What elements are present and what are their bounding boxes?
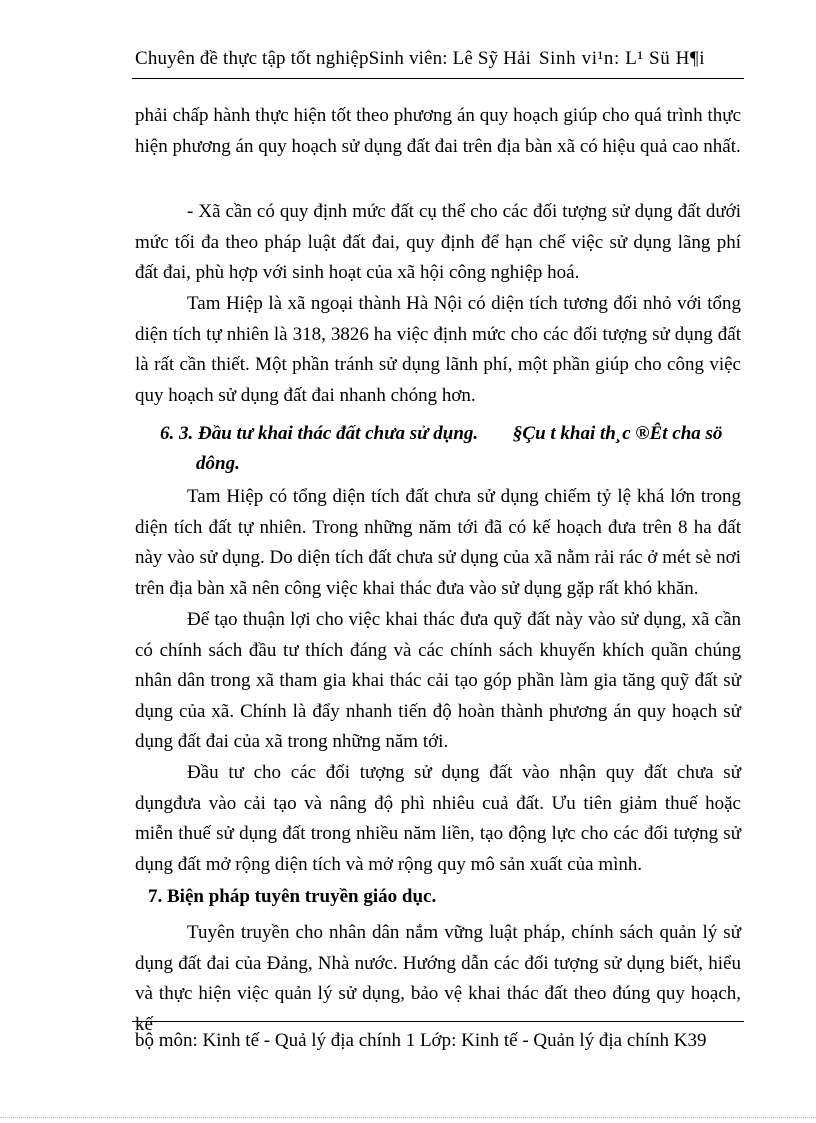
paragraph: Đầu tư cho các đối tượng sử dụng đất vào nhận quy đất chưa sử dụngđưa vào cải tạo và nâng độ phì nhiêu cuả đất. Ưu tiên giảm thuế hoặc miễn thuế sử dụng đất trong nhiều năm liền, tạo động lực cho các đối tượng sử dụng đất mở rộng diện tích và mở rộng quy mô sản xuất của mình. — [135, 762, 741, 875]
page-footer: bộ môn: Kinh tế - Quả lý địa chính 1 Lớp: Kinh tế - Quản lý địa chính K39 — [135, 1030, 707, 1051]
section-heading-7: 7. Biện pháp tuyên truyền giáo dục. — [148, 886, 437, 907]
page-header — [135, 48, 743, 70]
paragraph: Tam Hiệp có tổng diện tích đất chưa sử dụng chiếm tỷ lệ khá lớn trong diện tích đất tự nhiên. Trong những năm tới đã có kế hoạch đưa trên 8 ha đất này vào sử dụng. Do diện tích đất chưa sử dụng của xã nằm rải rác ở mét sè nơi trên địa bàn xã nên công việc khai thác đưa vào sử dụng gặp rất khó khăn. — [135, 486, 741, 599]
header-rule — [132, 78, 744, 79]
section-6-3-continuation: dông. — [196, 453, 240, 474]
section-heading-6-3 — [160, 419, 745, 479]
header-left: Chuyên đề thực tập tốt nghiệpSinh viên: Lê Sỹ Hải — [135, 48, 532, 69]
paragraph: - Xã cần có quy định mức đất cụ thể cho các đối tượng sử dụng đất dưới mức tối đa theo pháp luật đất đai, quy định để hạn chế việc sử dụng lãng phí đất đai, phù hợp với sinh hoạt của xã hội công nghiệp hoá. — [135, 201, 741, 283]
page-bottom-border — [0, 1117, 816, 1118]
paragraph: Tam Hiệp là xã ngoại thành Hà Nội có diện tích tương đối nhỏ với tổng diện tích tự nhiên là 318, 3826 ha việc định mức cho các đối tượng sử dụng đất là rất cần thiết. Một phần tránh sử dụng lãnh phí, một phần giúp cho công việc quy hoạch sử dụng đất đai nhanh chóng hơn. — [135, 293, 741, 406]
paragraph: phải chấp hành thực hiện tốt theo phương án quy hoạch giúp cho quá trình thực hiện phương án quy hoạch sử dụng đất đai trên địa bàn xã có hiệu quả cao nhất. — [135, 105, 741, 157]
footer-rule — [132, 1021, 744, 1022]
section-6-3-title: 6. 3. Đầu tư khai thác đất chưa sử dụng. — [160, 423, 479, 444]
paragraph: Để tạo thuận lợi cho việc khai thác đưa quỹ đất này vào sử dụng, xã cần có chính sách đầu tư thích đáng và các chính sách khuyến khích quần chúng nhân dân trong xã tham gia khai thác cải tạo góp phần làm gia tăng quỹ đất sử dụng của xã. Chính là đẩy nhanh tiến độ hoàn thành phương án quy hoạch sử dụng đất đai của xã trong những năm tới. — [135, 609, 741, 752]
header-right: Sinh vi¹n: L¹ Sü H¶i — [539, 48, 706, 69]
section-6-3-garbled: §Çu t khai th¸c ®Êt cha sö — [512, 423, 723, 444]
paragraph: Tuyên truyền cho nhân dân nắm vững luật pháp, chính sách quản lý sử dụng đất đai của Đảng, Nhà nước. Hướng dẫn các đối tượng sử dụng biết, hiểu và thực hiện việc quản lý sử dụng, bảo vệ khai thác đất theo đúng quy hoạch, kế — [135, 922, 741, 1035]
